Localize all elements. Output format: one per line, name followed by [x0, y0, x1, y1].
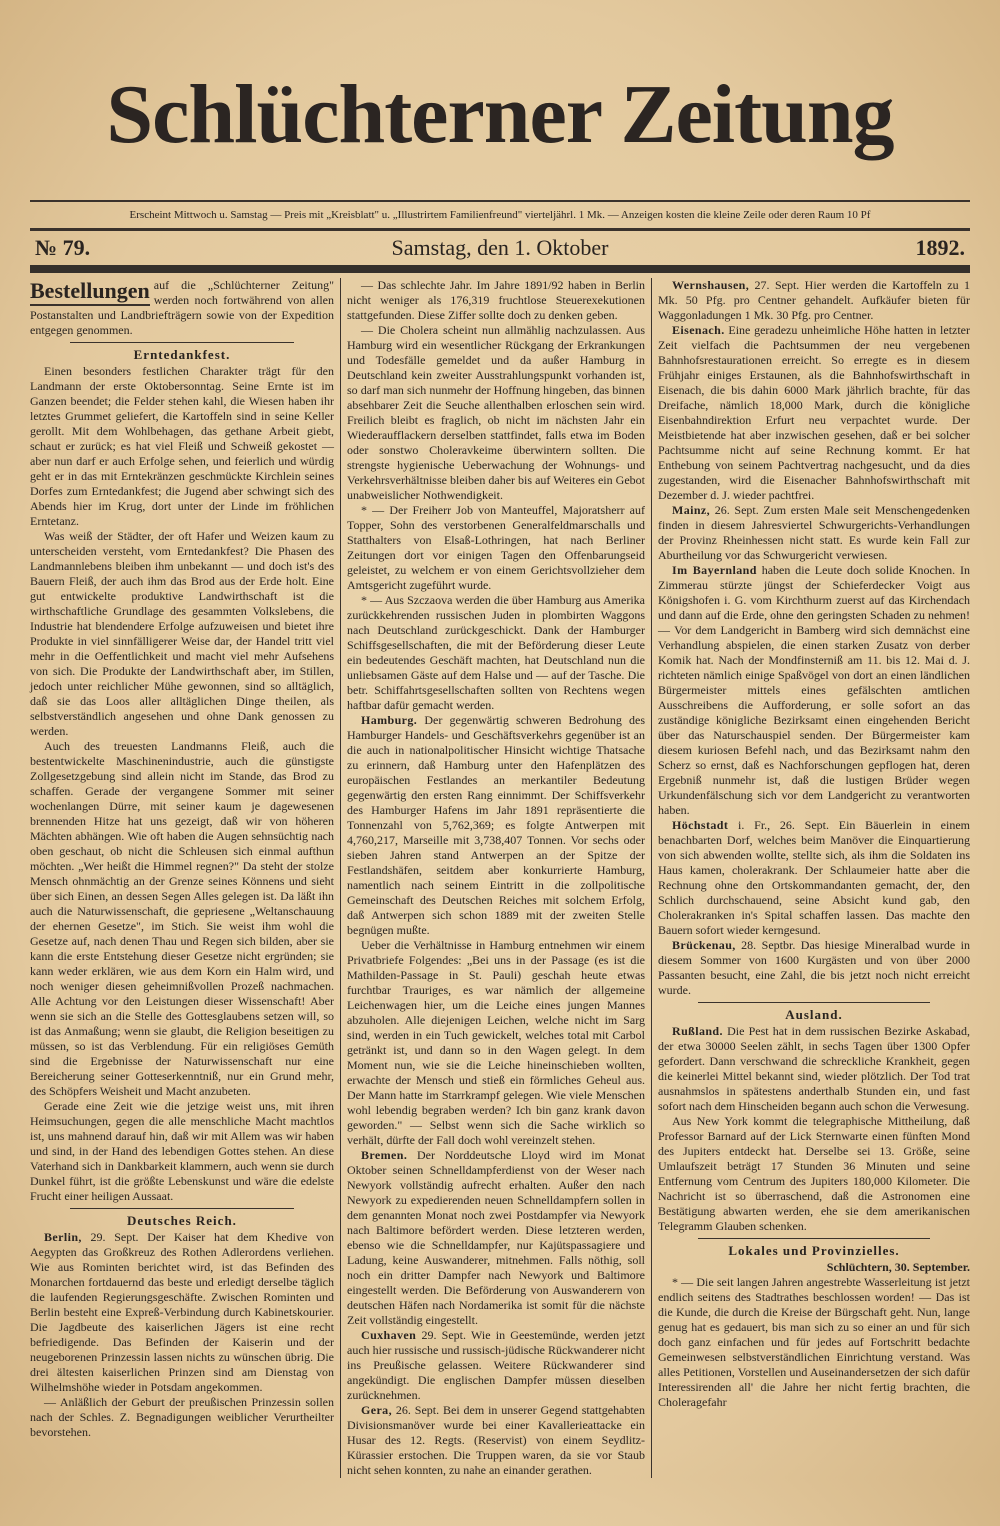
article-lead: Höchstadt: [672, 818, 729, 832]
columns: [30, 278, 970, 1478]
article-text: 28. Septbr. Das hiesige Mineralbad wurde in diesem Sommer von 1600 Kurgästen und von über 2000 Passanten besucht, eine Zahl, die bis jetzt noch nicht erreicht wurde.: [658, 938, 970, 997]
article-text: Der Norddeutsche Lloyd wird im Monat Oktober seinen Schnelldampferdienst von der Weser nach Newyork vollständig aufrecht erhalten. Außer den nach Newyork zu expedierenden neuen Schnelldampfern sollen in dem genannten Monat noch zwei Postdampfer via Newyork nach Baltimore befördert werden. Diese letzteren werden, ebenso wie die Schnelldampfer, nur Kajütspassagiere und Ladung, keine Auswanderer, mitnehmen. Falls nöthig, soll noch ein dritter Dampfer nach Newyork und Baltimore eingestellt werden. Die Beförderung von Auswanderern von deutschen Häfen nach Nordamerika ist somit für die nächste Zeit vollständig eingestellt.: [347, 1148, 646, 1327]
section-divider: [698, 1238, 930, 1239]
masthead-title: Schlüchterner Zeitung: [106, 68, 894, 161]
article-text: Gerade eine Zeit wie die jetzige weist uns, mit ihren Heimsuchungen, gegen die alle menschliche Macht machtlos ist, uns mahnend darauf hin, daß wir mit Allem was wir haben und sind, in der Hand des lebendigen Gottes stehen. An diese Vaterhand sich in Dankbarkeit klammern, auch wenn sie durch Dunkel führt, ist die größte Lebenskunst und wäre die edelste Frucht einer heiligen Aussaat.: [30, 1099, 334, 1203]
article-lead: Rußland.: [672, 1024, 723, 1038]
article-paragraph: [658, 563, 970, 818]
article-text: haben die Leute doch solide Knochen. In Zimmerau stürzte jüngst der Schieferdecker Voigt aus Königshofen i. G. vom Kirchthurm zuerst auf das Kirchendach und dann auf die Erde, ohne den geringsten Schaden zu nehmen! — Vor dem Landgericht in Bamberg wird sich demnächst eine Verhandlung abspielen, die einen starken Zusatz von derber Komik hat. Nach der Mondfinsterniß am 11. bis 12. Mai d. J. richteten nämlich einige Spaßvögel von dort an einen ländlichen Bürgermeister mittels eines gefälschten amtlichen Ausschreibens die Aufforderung, er solle sofort an das zuständige königliche Bezirksamt einen eingehenden Bericht über das Naturschauspiel senden. Der Bürgermeister kam diesem kuriosen Befehl nach, und das Bezirksamt nahm den Scherz so ernst, daß es Nachforschungen gepflogen hat, deren Ergebniß nunmehr ist, daß die lustigen Brüder wegen Urkundenfälschung sich vor dem Landgericht zu verantworten haben.: [658, 563, 970, 817]
article-paragraph: [347, 1328, 645, 1403]
article-text: Die Pest hat in dem russischen Bezirke Askabad, der etwa 30000 Seelen zählt, in sechs Tagen über 1300 Opfer gefordert. Dann verschwand die schreckliche Krankheit, gegen die keinerlei Mittel bekannt sind, wieder plötzlich. Der Tod trat ausnahmslos in spätestens anderthalb Stunden ein, und fast sofort nach dem Hinscheiden begann auch schon die Verwesung.: [658, 1024, 970, 1113]
article-lead: Bestellungen: [30, 278, 150, 306]
article-paragraph: [658, 938, 970, 998]
article-lead: Im Bayernland: [672, 563, 757, 577]
thick-divider: [30, 265, 970, 273]
issue-year: 1892.: [915, 235, 965, 260]
article-paragraph: [347, 1403, 645, 1478]
issue-number: № 79.: [35, 235, 91, 260]
article-paragraph: [347, 278, 645, 323]
section-heading: Ausland.: [785, 1007, 843, 1022]
article-paragraph: [347, 938, 645, 1148]
article-text: 26. Sept. Bei dem in unserer Gegend stattgehabten Divisionsmanöver wurde bei einer Kavallerieattacke ein Husar des 12. Regts. (Reservist) von einem Seydlitz-Kürassier erstochen. Die Truppen waren, da sie vor Staub nicht sehen konnten, zu nahe an einander gerathen.: [347, 1403, 646, 1477]
article-paragraph: [30, 1099, 334, 1204]
article-paragraph: [658, 818, 970, 938]
article-paragraph: [658, 1114, 970, 1234]
article-paragraph: [30, 739, 334, 1099]
column-1: [30, 278, 340, 1478]
article-text: auf die „Schlüchterner Zeitung" werden noch fortwährend von allen Postanstalten und Landbriefträgern sowie von der Expedition entgegen genommen.: [30, 278, 334, 337]
article-lead: Gera,: [361, 1403, 392, 1417]
column-3: [651, 278, 970, 1478]
article-paragraph: [347, 503, 645, 593]
article-text: i. Fr., 26. Sept. Ein Bäuerlein in einem benachbarten Dorf, welches beim Manöver die Einquartierung von sich abwenden wollte, stellte sich, als ihm die Soldaten ins Haus kamen, cholerakrank. Der Schlaumeier hatte aber die Rechnung ohne den Ortskommandanten gemacht, der, den Schlich durchschauend, seine Absicht kund gab, den Cholerakranken in's Spital schaffen lassen. Das machte den Bauern sofort wieder kerngesund.: [658, 818, 971, 937]
article-paragraph: [30, 1395, 334, 1440]
article-text: Eine geradezu unheimliche Höhe hatten in letzter Zeit vielfach die Pachtsummen der neu vergebenen Bahnhofsrestaurationen erreicht. So erregte es in diesem Frühjahr einiges Erstaunen, als die Bahnhofswirthschaft in Eisenach, die bis dahin 6000 Mark jährlich brachte, für das Dreifache, nämlich 18,000 Mark, durch die königliche Eisenbahndirektion Erfurt neu verpachtet wurde. Der Meistbietende hat aber inzwischen gesehen, daß er bei solcher Pachtsumme nicht auf seine Rechnung kommt. Er hat Enthebung von seinem Pachtvertrag nachgesucht, und da dies zugestanden, wird die Eisenacher Bahnhofswirthschaft mit Dezember d. J. wieder pachtfrei.: [658, 323, 971, 502]
article-lead: Bremen.: [361, 1148, 408, 1162]
article-paragraph: [30, 364, 334, 529]
article-text: 29. Sept. Der Kaiser hat dem Khedive von Aegypten das Großkreuz des Rothen Adlerordens verliehen. Wie aus Rominten berichtet wird, ist das Befinden des Monarchen fortdauernd das beste und erledigt derselbe täglich die laufenden Regierungsgeschäfte. Zwischen Rominten und Berlin besteht eine Expreß-Verbindung durch Kabinetskourier. Die Jagdbeute des kaiserlichen Jägers ist eine recht befriedigende. Das Befinden der Kaiserin und der neugeborenen Prinzessin lassen nichts zu wünschen übrig. Die drei ältesten kaiserlichen Prinzen sind am Dienstag von Wilhelmshöhe wieder in Potsdam angekommen.: [30, 1230, 334, 1394]
article-text: 27. Sept. Hier werden die Kartoffeln zu 1 Mk. 50 Pfg. pro Centner gehandelt. Aufkäufer bieten für Waggonladungen 1 Mk. 30 Pfg. pro Centner.: [658, 278, 970, 322]
article-lead: Brückenau,: [672, 938, 736, 952]
section-divider: [698, 1002, 930, 1003]
article-lead: Berlin,: [44, 1230, 82, 1244]
article-paragraph: [347, 1148, 645, 1328]
article-lead: Hamburg.: [361, 713, 418, 727]
article-text: * — Die seit langen Jahren angestrebte Wasserleitung ist jetzt endlich seitens des Stadtrathes beschlossen worden! — Das ist die Kunde, die durch die Kreise der Bürgschaft geht. Nun, lange genug hat es gedauert, bis man sich zu so einer an und für sich doch ganz einfachen und für jedes auf Fortschritt bedachte Gemeinwesen selbstverständlichen Einrichtung verstand. Was alles Petitionen, Vorstellen und Auseinandersetzen der sich dafür Interessirenden all' die Jahre her nicht fertig brachten, die Choleragefahr: [658, 1275, 970, 1409]
article-paragraph: [658, 278, 970, 323]
article-text: — Das schlechte Jahr. Im Jahre 1891/92 haben in Berlin nicht weniger als 176,319 fruchtlose Steuerexekutionen stattgefunden. Diese Ziffer sollte doch zu denken geben.: [347, 278, 645, 322]
article-paragraph: [658, 323, 970, 503]
article-text: 29. Sept. Wie in Geestemünde, werden jetzt auch hier russische und russisch-jüdische Rückwanderer nicht ins Preußische gelassen. Weitere Rückwanderer sind angekündigt. Die englischen Dampfer müssen dieselben zurücknehmen.: [347, 1328, 646, 1402]
section-divider: [70, 342, 294, 343]
article-text: — Die Cholera scheint nun allmählig nachzulassen. Aus Hamburg wird ein wesentlicher Rückgang der Erkrankungen und Todesfälle gemeldet und da außer Hamburg in Deutschland kein zweiter Ausstrahlungspunkt vorhanden ist, so darf man sich nunmehr der Hoffnung hingeben, das binnen absehbarer Zeit die Seuche allenthalben erloschen sein wird. Freilich bleibt es fraglich, ob nicht im nächsten Jahr ein Wiederaufflackern derselben stattfindet, falls etwa im Boden oder sonstwo Choleravkeime überwintern sollten. Die strengste hygienische Ueberwachung der Wohnungs- und Verkehrsverhältnisse bleiben daher bis auf Weiteres ein Gebot unabweislicher Nothwendigkeit.: [347, 323, 645, 502]
article-text: * — Der Freiherr Job von Manteuffel, Majoratsherr auf Topper, Sohn des verstorbenen Generalfeldmarschalls und Statthalters von Elsaß-Lothringen, hat nach Berliner Zeitungen dort vor einigen Tagen den Offenbarungseid geleistet, zu welchem er von einem Gerichtsvollzieher dem Amtsgericht zugeführt wurde.: [347, 503, 645, 592]
article-text: Der gegenwärtig schweren Bedrohung des Hamburger Handels- und Geschäftsverkehrs gegenüber ist an die auch in nationalpolitischer Hinsicht wichtige Thatsache zu erinnern, daß Hamburg unter den Hafenplätzen des europäischen Festlandes an merkantiler Bedeutung gegenwärtig den ersten Rang einnimmt. Der Schiffsverkehr des Hamburger Hafens im Jahr 1891 repräsentierte die Tonnenzahl von 5,762,369; es folgte Antwerpen mit 4,760,217, Marseille mit 3,738,407 Tonnen. Vor sechs oder sieben Jahren stand Antwerpen an der Spitze der Festlandshäfen, seitdem aber konkurrierte Hamburg, namentlich nach seinem Eintritt in die zollpolitische Gemeinschaft des Deutschen Reiches mit solchem Erfolg, daß Antwerpen sich schon 1889 mit der zweiten Stelle begnügen mußte.: [347, 713, 645, 937]
article-text: Aus New York kommt die telegraphische Mittheilung, daß Professor Barnard auf der Lick Sternwarte einen fünften Mond des Jupiters entdeckt hat. Derselbe sei 13. Größe, seine Umlaufszeit beträgt 17 Stunden 36 Minuten und seine Entfernung vom Centrum des Jupiters 180,000 Kilometer. Die Nachricht ist so überraschend, daß die Astronomen eine Bestätigung abwarten werden, ehe sie dem amerikanischen Telegramm Glauben schenken.: [658, 1114, 970, 1233]
article-paragraph: [347, 593, 645, 713]
article-text: Auch des treuesten Landmanns Fleiß, auch die bestentwickelte Maschinenindustrie, auch die günstigste Zollgesetzgebung sind allein nicht im Stande, das Brod zu schaffen. Gerade der vergangene Sommer mit seiner wochenlangen Dürre, mit seiner kaum je dagewesenen brennenden Hitze hat uns gezeigt, daß wir von höheren Mächten abhängen. Wie oft haben die Augen sehnsüchtig nach oben geschaut, ob nicht die Schleusen sich einmal aufthun möchten. „Wer heißt die Himmel regnen?" Da steht der stolze Mensch ohnmächtig an der Grenze seines Könnens und sieht über sich Einen, an dessen Segen Alles gelegen ist. Da läßt ihn auch die Naturwissenschaft, die gepriesene „Weltanschauung der ehernen Gesetze", im Stich. Sie weist ihm wohl die Gesetze auf, nach denen Thau und Regen sich bilden, aber sie kann die erste Entstehung dieser Gesetze nicht ergründen; sie kann weder erklären, wie aus dem Korn ein Halm wird, und noch weniger diesen geheimnißvollen Prozeß nachmachen. Alle Achtung vor den Leistungen dieser Wissenschaft! Aber wenn sie sich an die Stelle des Gottesglaubens setzen will, so ist das Anmaßung; wenn sie glaubt, die Religion beseitigen zu müssen, so ist das Verblendung. Für ein religiöses Gemüth sind die Ergebnisse der Naturwissenschaft nur eine Bereicherung seiner Gotteserkenntniß, nur ein Grund mehr, des Schöpfers Weisheit und Macht anzubeten.: [30, 739, 334, 1098]
article-text: Einen besonders festlichen Charakter trägt für den Landmann der erste Oktobersonntag. Seine Ernte ist im Ganzen beendet; die Felder stehen kahl, die Wiesen haben ihr letztes Grummet geliefert, die Kartoffeln sind in seine Keller gerollt. Mit dem Wohlbehagen, das gethane Arbeit giebt, schaut er zurück; es hat viel Fleiß und Schweiß gekostet — aber nun darf er auch Erfolge sehen, und feierlich und würdig geht er in das mit Erntekränzen geschmückte Kirchlein seines Dorfes zum Erntedankfest; die Jugend aber schwingt sich des Abends hier im Krug, dort unter der Linde im fröhlichen Erntetanz.: [30, 364, 334, 528]
article-lead: Mainz,: [672, 503, 711, 517]
article-paragraph: [658, 1275, 970, 1410]
article-text: * — Aus Szczaova werden die über Hamburg aus Amerika zurückkehrenden russischen Juden in plombirten Waggons nach Deutschland zurückgeschickt. Dank der Hamburger Schiffsgesellschaften, die mit der Beförderung dieser Leute ein bedeutendes Geschäft machten, hat Deutschland nun die unliebsamen Gäste auf dem Halse und — auf der Tasche. Die betr. Schiffahrtsgesellschaften sollten von Rechtens wegen haftbar dafür gemacht werden.: [347, 593, 645, 712]
article-lead: Eisenach.: [672, 323, 725, 337]
article-paragraph: [30, 1230, 334, 1395]
article-text: Ueber die Verhältnisse in Hamburg entnehmen wir einem Privatbriefe Folgendes: „Bei uns in der Passage (es ist die Mathilden-Passage in St. Pauli) geschah heute etwas furchtbar Trauriges, es war nämlich der allgemeine Leichenwagen hier, um die Leiche eines jungen Mannes abzuholen. Alle diejenigen Leichen, welche nicht im Sarg sind, werden in ein Tuch gewickelt, welches total mit Carbol getränkt ist, und dann so in den Wagen gelegt. In dem Moment nun, wie sie die Leiche hineinschieben wollten, erwachte der Mensch und stieß ein förmliches Geheul aus. Der Mann hatte im Starrkrampf gelegen. Wie viele Menschen wohl lebendig begraben werden? Ich bin ganz krank davon geworden." — Selbst wenn sich die Sache wirklich so verhält, dürfte der Fall doch wohl vereinzelt stehen.: [347, 938, 645, 1147]
issue-date: Samstag, den 1. Oktober: [391, 235, 609, 260]
section-heading: Erntedankfest.: [133, 347, 231, 362]
section-heading: Lokales und Provinzielles.: [728, 1243, 900, 1258]
issue-line: [30, 231, 970, 265]
article-lead: Wernshausen,: [672, 278, 750, 292]
article-text: 26. Sept. Zum ersten Male seit Menschengedenken finden in diesem Jahresviertel Schwurgerichts-Verhandlungen der Provinz Rheinhessen nicht statt. Es wurde kein Fall zur Aburtheilung vor das Schwurgericht verwiesen.: [658, 503, 970, 562]
article-lead: Cuxhaven: [361, 1328, 417, 1342]
subscription-info-line: Erscheint Mittwoch u. Samstag — Preis mit „Kreisblatt" u. „Illustrirtem Familienfreund" vierteljährl. 1 Mk. — Anzeigen kosten die kleine Zeile oder deren Raum 10 Pf: [129, 209, 871, 221]
article-text: — Anläßlich der Geburt der preußischen Prinzessin sollen nach der Schles. Z. Begnadigungen weiblicher Verurtheilter bevorstehen.: [30, 1395, 334, 1439]
newspaper-page: [30, 0, 970, 1478]
article-paragraph: [658, 1024, 970, 1114]
section-divider: [70, 1208, 294, 1209]
section-heading: Deutsches Reich.: [127, 1213, 237, 1228]
article-paragraph: [347, 323, 645, 503]
article-paragraph: [658, 503, 970, 563]
article-text: Was weiß der Städter, der oft Hafer und Weizen kaum zu unterscheiden versteht, vom Erntedankfest? Die Phasen des Landmannlebens bleiben ihm unbekannt — und doch ist's des Bauern Fleiß, der auch ihm das Brod aus der Erde holt. Eine gut entwickelte produktive Landwirthschaft ist die wirthschaftliche Grundlage des gesammten Volkslebens, die Industrie hat blendendere Erfolge aufzuweisen und bietet ihre Produkte in viel sinnfälligerer Weise dar, der Handel tritt viel mehr in die Oeffentlichkeit und macht viel mehr Aufsehens von sich. Die Produkte der Landwirthschaft aber, im Stillen, jedoch unter reichlicher Mühe gewonnen, sind so alltäglich, daß sie das Loos aller alltäglichen Dinge theilen, als selbstverständlich angesehen und ohne Dank genossen zu werden.: [30, 529, 334, 738]
article-paragraph: [347, 713, 645, 938]
article-paragraph: [30, 529, 334, 739]
dateline: Schlüchtern, 30. September.: [826, 1260, 970, 1274]
column-2: [340, 278, 651, 1478]
subscription-notice: [30, 278, 334, 338]
